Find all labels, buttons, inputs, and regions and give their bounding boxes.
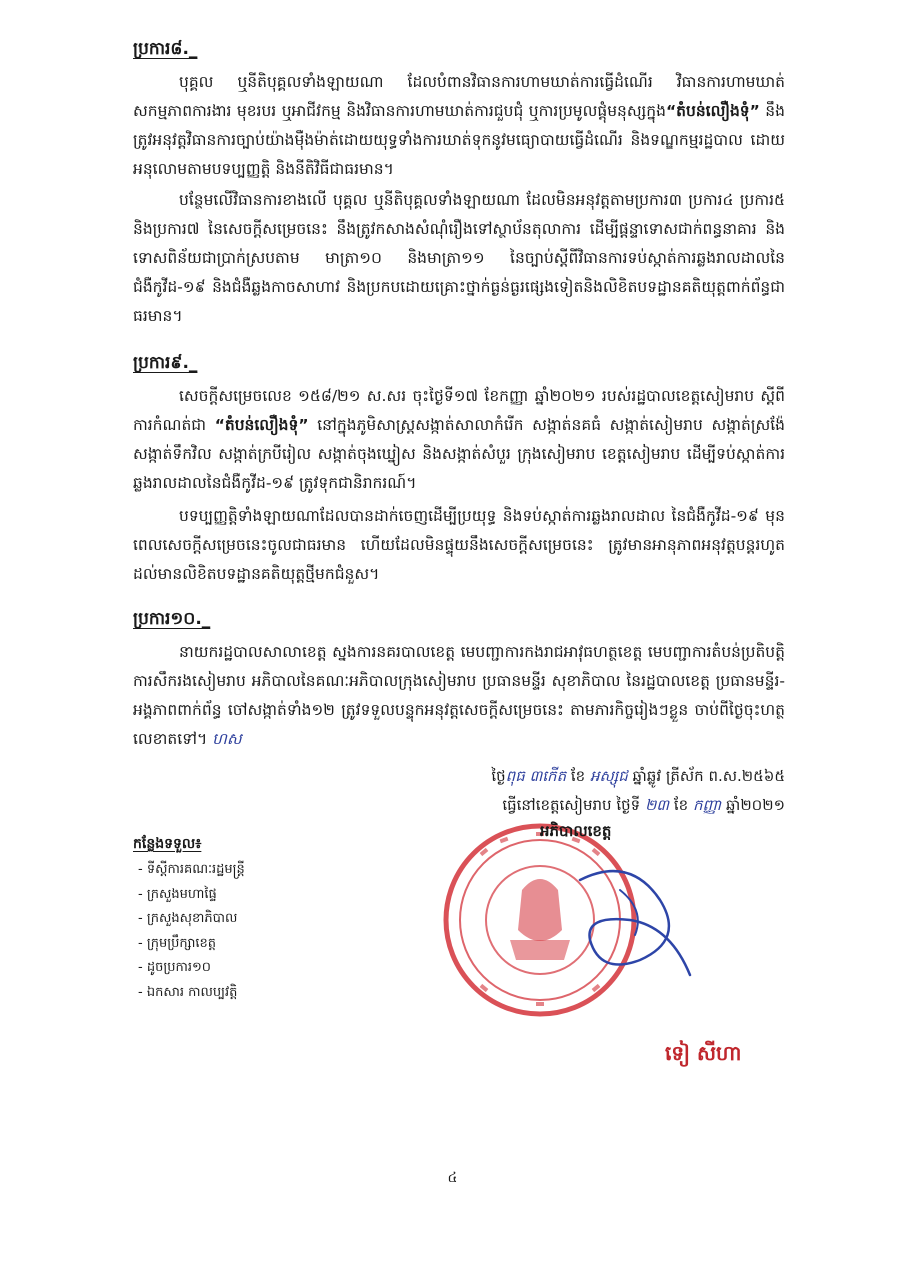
lunar-year-text: ឆ្នាំឆ្លូវ ត្រីស័ក ព.ស.២៥៦៥ <box>632 767 785 785</box>
article-10-p1-text: នាយករដ្ឋបាលសាលាខេត្ត ស្នងការនគរបាលខេត្ត មេបញ្ជាការកងរាជអាវុធហត្ថខេត្ត មេបញ្ជាការតំបន់ប្រតិបត្តិការសឹករងសៀមរាប អភិបាលនៃគណៈអភិបាលក្រុងសៀមរាប ប្រធានមន្ទីរ សុខាភិបាល នៃរដ្ឋបាលខេត្ត ប្រធានមន្ទីរ-អង្គភាពពាក់ព័ន្ធ ចៅសង្កាត់ទាំង១២ ត្រូវទទួលបន្ទុកអនុវត្តសេចក្តីសម្រេចនេះ តាមភារកិច្ចរៀងៗខ្លួន ចាប់ពីថ្ងៃចុះហត្ថលេខាតទៅ។ <box>133 643 785 748</box>
recipient-item: - ឯកសារ កាលប្បវត្តិ <box>138 984 238 1000</box>
solar-year-text: ឆ្នាំ២០២១ <box>726 796 785 814</box>
recipient-item: - ក្រុមប្រឹក្សាខេត្ត <box>138 935 217 951</box>
article-9-p1-bold: “តំបន់លឿងទុំ” <box>214 416 309 434</box>
governor-name: ទៀ សីហា <box>665 1041 742 1065</box>
article-9-p2-text: បទប្បញ្ញត្តិទាំងឡាយណាដែលបានដាក់ចេញដើម្បីប្រយុទ្ធ និងទប់ស្កាត់ការឆ្លងរាលដាល នៃជំងឺកូវីដ-១៩ មុនពេលសេចក្តីសម្រេចនេះចូលជាធរមាន ហើយដែលមិនផ្ទុយនឹងសេចក្តីសម្រេចនេះ ត្រូវមានអានុភាពអនុវត្តបន្តរហូតដល់មានលិខិតបទដ្ឋានគតិយុត្តថ្មីមកជំនួស។ <box>133 507 785 583</box>
article-9-p1-b: នៅក្នុងភូមិសាស្ត្រសង្កាត់សាលាកំរើក សង្កាត់នគធំ សង្កាត់សៀមរាប សង្កាត់ស្រង៉ែ សង្កាត់ទឹកវិល សង្កាត់ក្របីរៀល សង្កាត់ចុងឃ្នៀស និងសង្កាត់សំបួរ ក្រុងសៀមរាប ខេត្តសៀមរាប ដើម្បីទប់ស្កាត់ការឆ្លងរាលដាលនៃជំងឺកូវីដ-១៩ ត្រូវទុកជានិរាករណ៍។ <box>133 416 785 492</box>
article-10-heading: ប្រការ១០._ <box>133 609 211 629</box>
recipients-list <box>138 858 245 1005</box>
initials-handwritten: ហស <box>212 730 242 748</box>
recipient-item: - ក្រសួងសុខាភិបាល <box>138 911 238 926</box>
recipients-title: កន្លែងទទួល៖ <box>133 836 202 852</box>
handwritten-signature-icon <box>560 860 700 990</box>
solar-date-prefix: ធ្វើនៅខេត្តសៀមរាប ថ្ងៃទី <box>502 796 641 814</box>
lunar-month-label: ខែ <box>570 767 586 785</box>
article-9-paragraph-2 <box>133 502 785 589</box>
solar-date-line <box>502 791 785 820</box>
article-9-p1-a: សេចក្តីសម្រេចលេខ ១៥៨/២១ ស.សរ ចុះថ្ងៃទី១៧ ខែកញ្ញា ឆ្នាំ២០២១ របស់រដ្ឋបាលខេត្តសៀមរាប ស្តីពីការកំណត់ជា <box>133 387 785 434</box>
article-10-paragraph <box>133 638 785 754</box>
page-number: ៤ <box>447 1170 458 1186</box>
solar-day-handwritten: ២៣ <box>644 796 670 814</box>
article-8-p1-rest: នឹងត្រូវអនុវត្តវិធានការច្បាប់យ៉ាងម៉ឺងម៉ាត់ដោយយុទ្ធទាំងការឃាត់ទុកនូវមធ្យោបាយធ្វើដំណើរ និងទណ្ឌកម្មរដ្ឋបាល ដោយអនុលោមតាមបទប្បញ្ញត្តិ និងនីតិវិធីជាធរមាន។ <box>133 102 785 178</box>
article-8-p1-text: បុគ្គល ឬនីតិបុគ្គលទាំងឡាយណា ដែលបំពានវិធានការហាមឃាត់ការធ្វើដំណើរ វិធានការហាមឃាត់សកម្មភាពការងារ មុខរបរ ឬអាជីវកម្ម និងវិធានការហាមឃាត់ការជួបជុំ ឬការប្រមូលផ្តុំមនុស្សក្នុង <box>133 73 785 120</box>
solar-month-handwritten: កញ្ញា <box>692 796 722 814</box>
article-9-paragraph-1 <box>133 382 785 498</box>
recipient-item: - ក្រសួងមហាផ្ទៃ <box>138 886 217 902</box>
article-8-paragraph-2 <box>133 186 785 331</box>
article-8-p2-text: បន្ថែមលើវិធានការខាងលើ បុគ្គល ឬនីតិបុគ្គលទាំងឡាយណា ដែលមិនអនុវត្តតាមប្រការ៣ ប្រការ៤ ប្រការ៥ និងប្រការ៧ នៃសេចក្តីសម្រេចនេះ នឹងត្រូវកសាងសំណុំរឿងទៅស្ថាប័នតុលាការ ដើម្បីផ្តន្ទាទោសជាក់ពន្ធនាគារ និងទោសពិន័យជាប្រាក់ស្របតាម មាត្រា១០ និងមាត្រា១១ នៃច្បាប់ស្តីពីវិធានការទប់ស្កាត់ការឆ្លងរាលដាលនៃជំងឺកូវីដ-១៩ និងជំងឺឆ្លងកាចសាហាវ និងប្រកបដោយគ្រោះថ្នាក់ធ្ងន់ធ្ងរផ្សេងទៀតនិងលិខិតបទដ្ឋានគតិយុត្តពាក់ព័ន្ធជាធរមាន។ <box>133 191 785 325</box>
governor-title: អភិបាលខេត្ត <box>540 822 612 840</box>
solar-month-label: ខែ <box>673 796 689 814</box>
lunar-date-prefix: ថ្ងៃ <box>491 767 506 785</box>
lunar-date-line <box>491 762 785 791</box>
lunar-month-handwritten: អស្សុជ <box>589 767 628 785</box>
article-9-heading: ប្រការ៩._ <box>133 353 198 373</box>
article-8-paragraph-1 <box>133 68 785 184</box>
recipient-item: - ដូចប្រការ១០ <box>138 960 211 975</box>
article-8-heading: ប្រការ៨._ <box>133 39 198 59</box>
recipient-item: - ទីស្តីការគណៈរដ្ឋមន្ត្រី <box>138 862 245 877</box>
article-8-p1-bold: “តំបន់លឿងទុំ” <box>665 102 760 120</box>
lunar-day-handwritten: ពុធ ៣កើត <box>505 767 567 785</box>
